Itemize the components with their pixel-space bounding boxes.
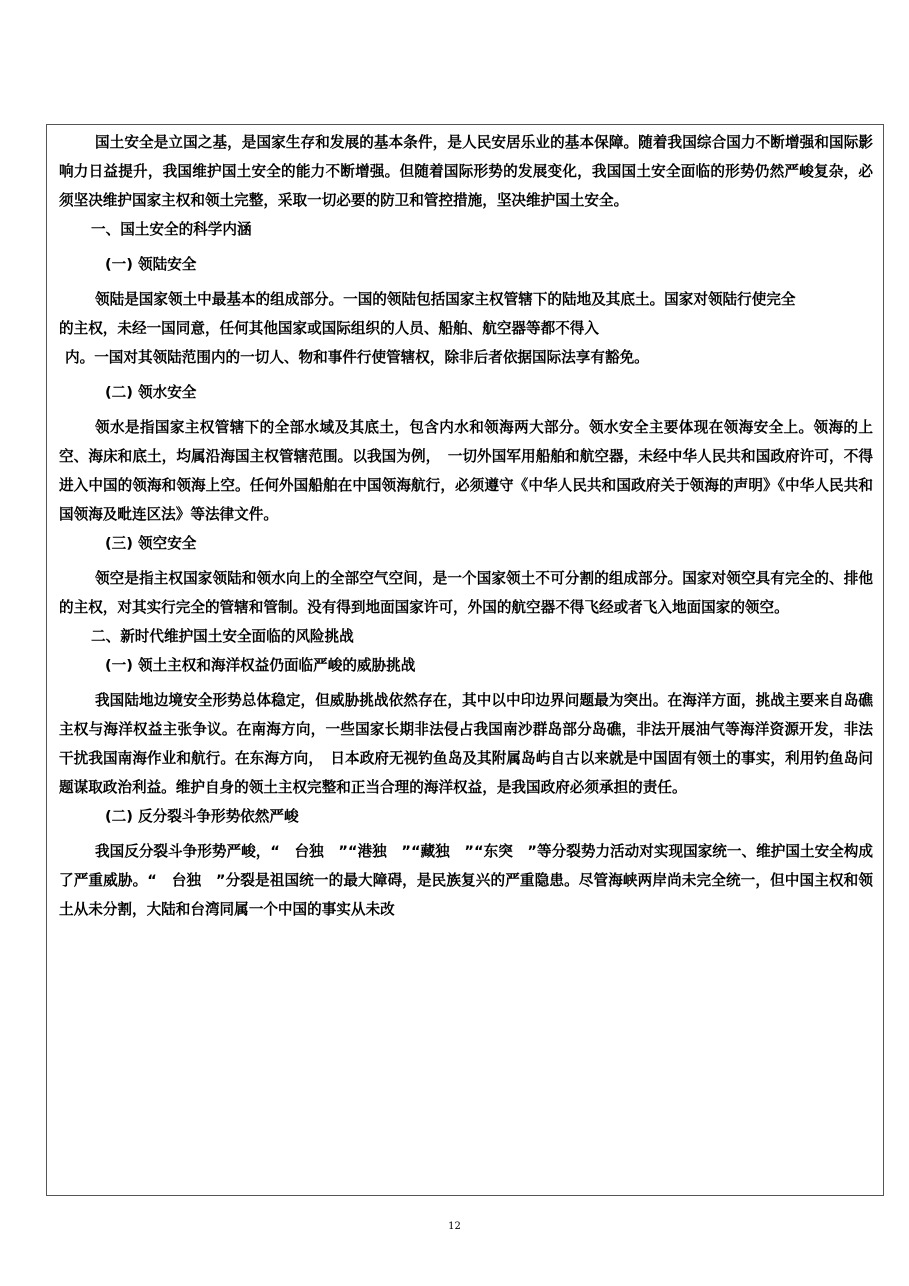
page-number: 12 [448,1221,461,1232]
intro-paragraph: 国土安全是立国之基，是国家生存和发展的基本条件，是人民安居乐业的基本保障。随着我国综合国力不断增强和国际影响力日益提升，我国维护国土安全的能力不断增强。但随着国际形势的发展变化，我国国土安全面临的形势仍然严峻复杂，必须坚决维护国家主权和领土完整，采取一切必要的防卫和管控措施，坚决维护国土安全。 [59,134,873,209]
subsection-separatism-heading: (二) 反分裂斗争形势依然严峻 [105,808,299,825]
subsection-sovereignty-heading: (一) 领土主权和海洋权益仍面临严峻的威胁挑战 [105,657,416,674]
subsection-land-paragraph [59,285,873,372]
section-1-heading: 一、国土安全的科学内涵 [91,221,252,238]
subsection-land-heading: (一) 领陆安全 [105,256,197,273]
subsection-water-heading: (二) 领水安全 [105,384,197,401]
land-line-2: 的主权，未经一国同意，任何其他国家或国际组织的人员、船舶、航空器等都不得入 [59,320,599,337]
land-line-3: 内。一国对其领陆范围内的一切人、物和事件行使管辖权，除非后者依据国际法享有豁免。 [65,349,649,366]
land-line-1: 领陆是国家领土中最基本的组成部分。一国的领陆包括国家主权管辖下的陆地及其底土。国家对领陆行使完全 [95,291,796,308]
subsection-air-paragraph: 领空是指主权国家领陆和领水向上的全部空气空间，是一个国家领土不可分割的组成部分。国家对领空具有完全的、排他的主权，对其实行完全的管辖和管制。没有得到地面国家许可，外国的航空器不得飞经或者飞入地面国家的领空。 [59,570,873,616]
section-2-heading: 二、新时代维护国土安全面临的风险挑战 [91,628,354,645]
subsection-separatism-paragraph: 我国反分裂斗争形势严峻，“ 台独 ”“港独 ”“藏独 ”“东突 ”等分裂势力活动对实现国家统一、维护国土安全构成了严重威胁。“ 台独 ”分裂是祖国统一的最大障碍，是民族复兴的严重隐患。尽管海峡两岸尚未完全统一，但中国主权和领土从未分割，大陆和台湾同属一个中国的事实从未改 [59,843,873,918]
content-frame [46,124,884,1196]
subsection-water-paragraph: 领水是指国家主权管辖下的全部水域及其底土，包含内水和领海两大部分。领水安全主要体现在领海安全上。领海的上空、海床和底土，均属沿海国主权管辖范围。以我国为例， 一切外国军用船舶和航空器，未经中华人民共和国政府许可，不得进入中国的领海和领海上空。任何外国船舶在中国领海航行，必须遵守《中华人民共和国政府关于领海的声明》《中华人民共和国领海及毗连区法》等法律文件。 [59,419,873,523]
subsection-air-heading: (三) 领空安全 [105,535,197,552]
subsection-sovereignty-paragraph: 我国陆地边境安全形势总体稳定，但威胁挑战依然存在，其中以中印边界问题最为突出。在海洋方面，挑战主要来自岛礁主权与海洋权益主张争议。在南海方向，一些国家长期非法侵占我国南沙群岛部分岛礁，非法开展油气等海洋资源开发，非法干扰我国南海作业和航行。在东海方向， 日本政府无视钓鱼岛及其附属岛屿自古以来就是中国固有领土的事实，利用钓鱼岛问题谋取政治利益。维护自身的领土主权完整和正当合理的海洋权益，是我国政府必须承担的责任。 [59,692,873,796]
